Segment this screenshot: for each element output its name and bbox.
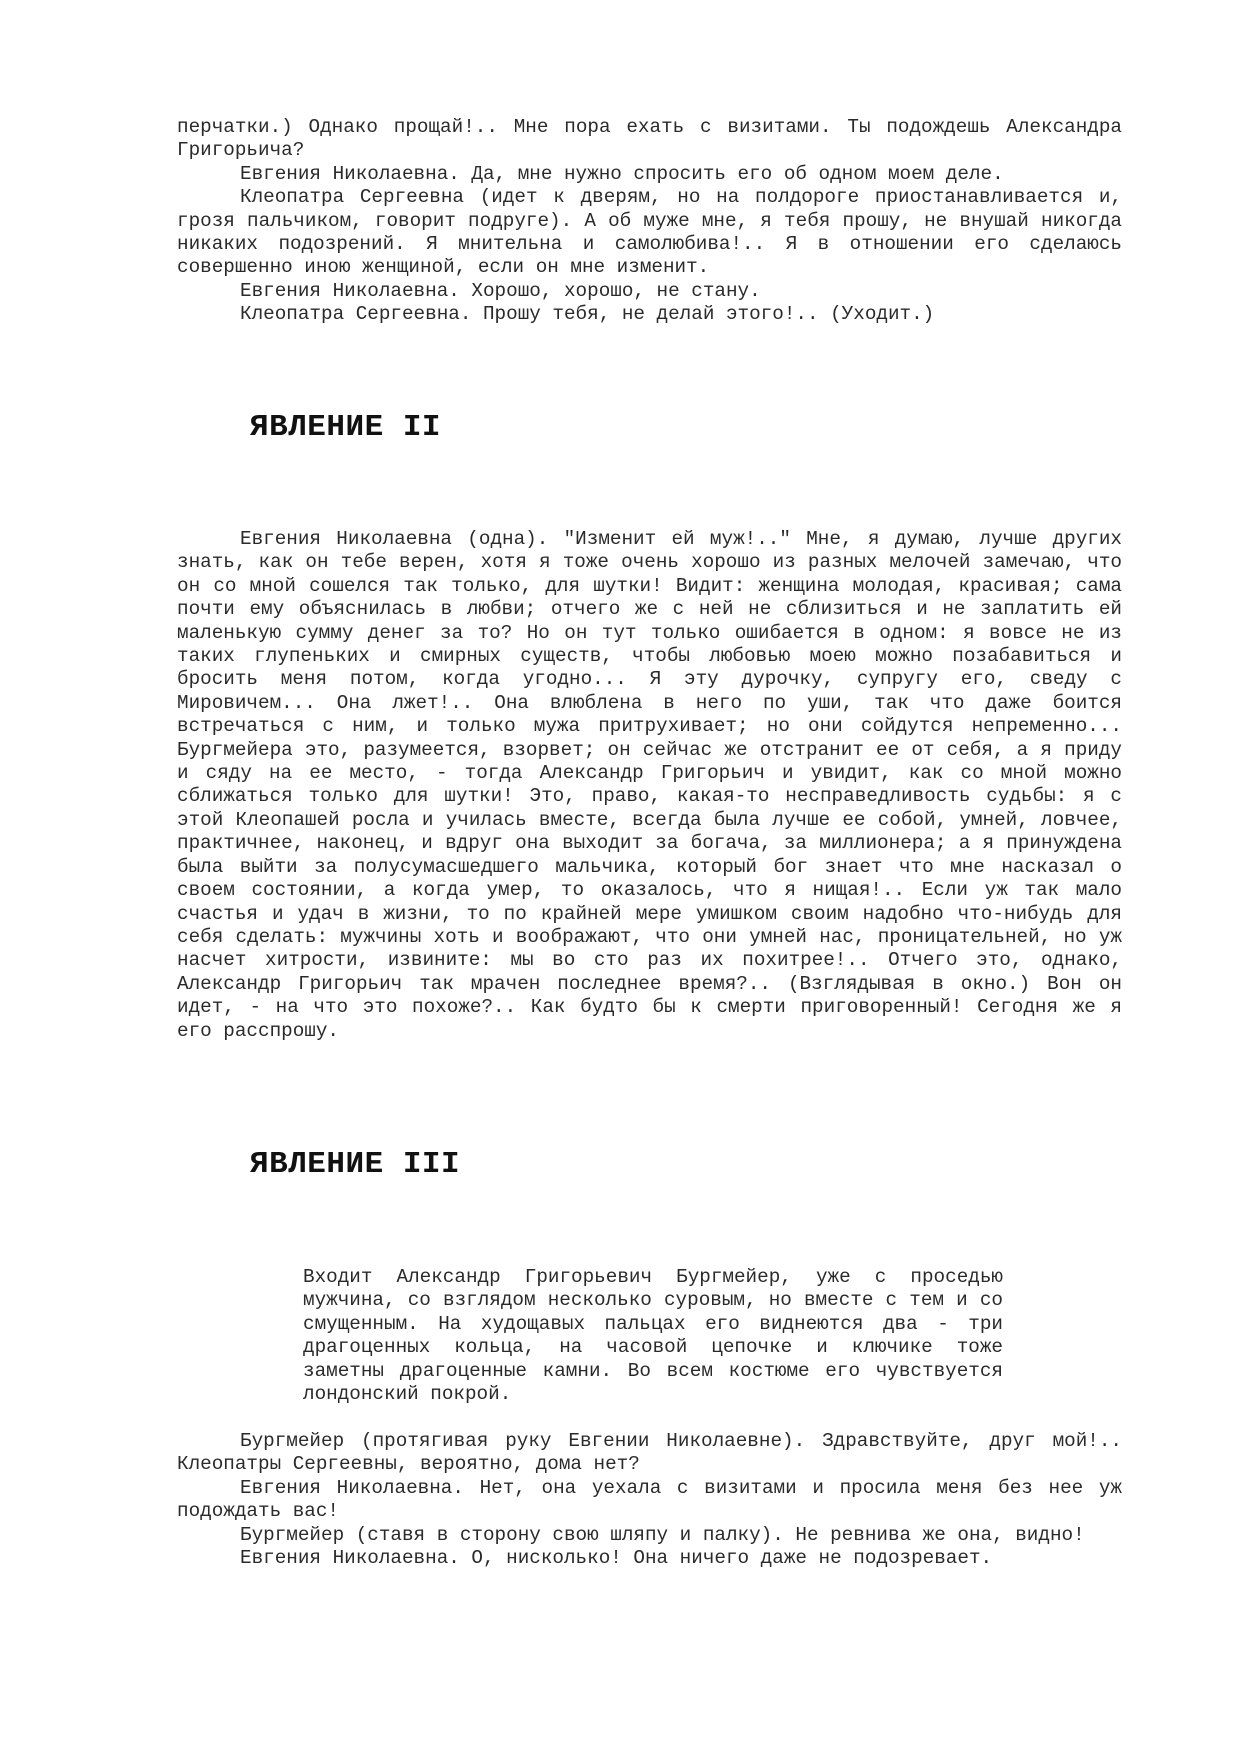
- paragraph: перчатки.) Однако прощай!.. Мне пора ехать с визитами. Ты подождешь Александра Григорьича?: [177, 116, 1122, 162]
- scene-heading-3: ЯВЛЕНИЕ III: [250, 1147, 461, 1182]
- paragraph: Евгения Николаевна (одна). "Изменит ей муж!.." Мне, я думаю, лучше других знать, как он тебе верен, хотя я тоже очень хорошо из разных мелочей замечаю, что он со мной сошелся так только, для шутки! Видит: женщина молодая, красивая; сама почти ему объяснилась в любви; отчего же с ней не сблизиться и не заплатить ей маленькую сумму денег за то? Но он тут только ошибается в одном: я вовсе не из таких глупеньких и смирных существ, чтобы любовью моею можно позабавиться и бросить меня потом, когда угодно... Я эту дурочку, супругу его, сведу с Мировичем... Она лжет!.. Она влюблена в него по уши, так что даже боится встречаться с ним, и только мужа притрухивает; но они сойдутся непременно... Бургмейера это, разумеется, взорвет; он сейчас же отстранит ее от себя, а я приду и сяду на ее место, - тогда Александр Григорьич и увидит, как со мной можно сближаться только для шутки! Это, право, какая-то несправедливость судьбы: я с этой Клеопашей росла и училась вместе, всегда была лучше ее собой, умней, ловчее, практичнее, наконец, и вдруг она выходит за богача, за миллионера; а я принуждена была выйти за полусумасшедшего мальчика, который бог знает что мне насказал о своем состоянии, а когда умер, то оказалось, что я нищая!.. Если уж так мало счастья и удач в жизни, то по крайней мере умишком своим надобно что-нибудь для себя сделать: мужчины хоть и воображают, что они умней нас, проницательней, но уж насчет хитрости, извините: мы во сто раз их похитрее!.. Отчего это, однако, Александр Григорьич так мрачен последнее время?.. (Взглядывая в окно.) Вон он идет, - на что это похоже?.. Как будто бы к смерти приговоренный! Сегодня же я его расспрошу.: [177, 528, 1122, 1042]
- paragraph: Евгения Николаевна. О, нисколько! Она ничего даже не подозревает.: [240, 1547, 993, 1570]
- top-dialogue: [177, 116, 1122, 327]
- stage-direction: [303, 1266, 1003, 1406]
- paragraph: Клеопатра Сергеевна (идет к дверям, но на полдороге приостанавливается и, грозя пальчиком, говорит подруге). А об муже мне, я тебя прошу, не внушай никогда никаких подозрений. Я мнительна и самолюбива!.. Я в отношении его сделаюсь совершенно иною женщиной, если он мне изменит.: [177, 186, 1122, 279]
- paragraph: Евгения Николаевна. Хорошо, хорошо, не стану.: [240, 279, 761, 302]
- scene-3-dialogue: [177, 1430, 1122, 1570]
- scene-heading-2: ЯВЛЕНИЕ II: [250, 410, 442, 445]
- paragraph: Евгения Николаевна. Да, мне нужно спросить его об одном моем деле.: [240, 162, 1004, 185]
- paragraph: Евгения Николаевна. Нет, она уехала с визитами и просила меня без нее уж подождать вас!: [177, 1476, 1122, 1523]
- scene-2-monologue: [177, 528, 1122, 1043]
- paragraph: Бургмейер (протягивая руку Евгении Николаевне). Здравствуйте, друг мой!.. Клеопатры Сергеевны, вероятно, дома нет?: [177, 1430, 1122, 1476]
- paragraph: Клеопатра Сергеевна. Прошу тебя, не делай этого!.. (Уходит.): [240, 303, 935, 326]
- paragraph: Бургмейер (ставя в сторону свою шляпу и палку). Не ревнива же она, видно!: [240, 1523, 1085, 1546]
- paragraph: Входит Александр Григорьевич Бургмейер, уже с проседью мужчина, со взглядом несколько суровым, но вместе с тем и со смущенным. На худощавых пальцах его виднеются два - три драгоценных кольца, на часовой цепочке и ключике тоже заметны драгоценные камни. Во всем костюме его чувствуется лондонский покрой.: [303, 1266, 1003, 1406]
